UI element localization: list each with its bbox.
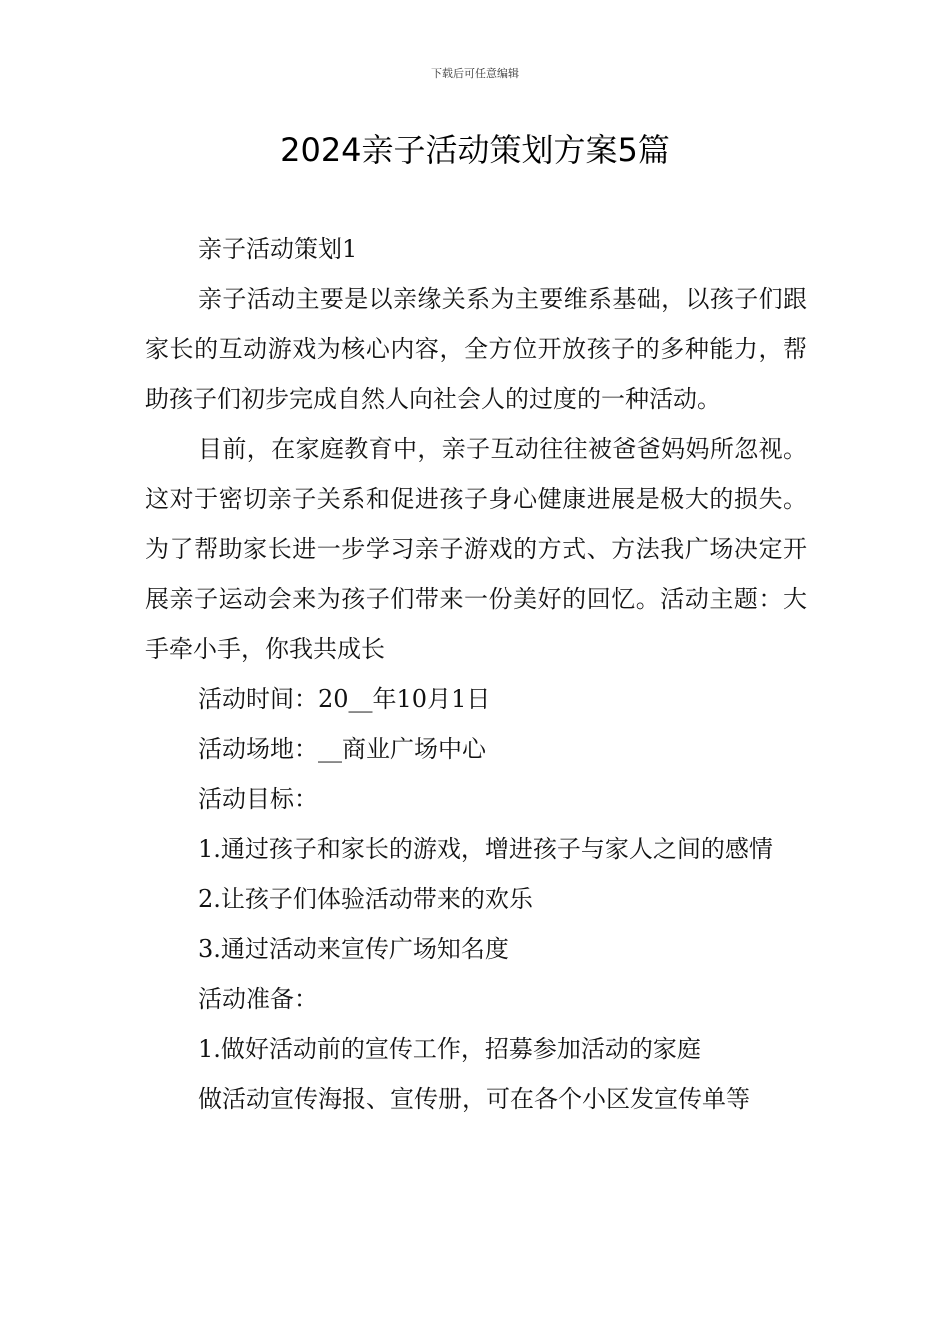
activity-goals-heading: 活动目标： — [198, 785, 318, 813]
preparation-detail: 做活动宣传海报、宣传册，可在各个小区发宣传单等 — [198, 1085, 750, 1113]
preparation-item-1: 1.做好活动前的宣传工作，招募参加活动的家庭 — [198, 1035, 701, 1063]
activity-venue: 活动场地：__商业广场中心 — [198, 735, 486, 763]
section-heading: 亲子活动策划1 — [198, 235, 358, 263]
document-title: 2024亲子活动策划方案5篇 — [280, 131, 670, 169]
activity-time: 活动时间：20__年10月1日 — [198, 685, 491, 713]
paragraph-intro: 亲子活动主要是以亲缘关系为主要维系基础，以孩子们跟家长的互动游戏为核心内容，全方位开放孩子的多种能力，帮助孩子们初步完成自然人向社会人的过度的一种活动。 — [145, 285, 807, 413]
header-note: 下载后可任意编辑 — [431, 67, 519, 80]
preparation-heading: 活动准备： — [198, 985, 318, 1013]
paragraph-background: 目前，在家庭教育中，亲子互动往往被爸爸妈妈所忽视。这对于密切亲子关系和促进孩子身心健康进展是极大的损失。为了帮助家长进一步学习亲子游戏的方式、方法我广场决定开展亲子运动会来为孩子们带来一份美好的回忆。活动主题：大手牵小手，你我共成长 — [145, 435, 807, 663]
goal-item-1: 1.通过孩子和家长的游戏，增进孩子与家人之间的感情 — [198, 835, 773, 863]
document-body — [145, 224, 807, 1124]
goal-item-3: 3.通过活动来宣传广场知名度 — [198, 935, 509, 963]
goal-item-2: 2.让孩子们体验活动带来的欢乐 — [198, 885, 533, 913]
